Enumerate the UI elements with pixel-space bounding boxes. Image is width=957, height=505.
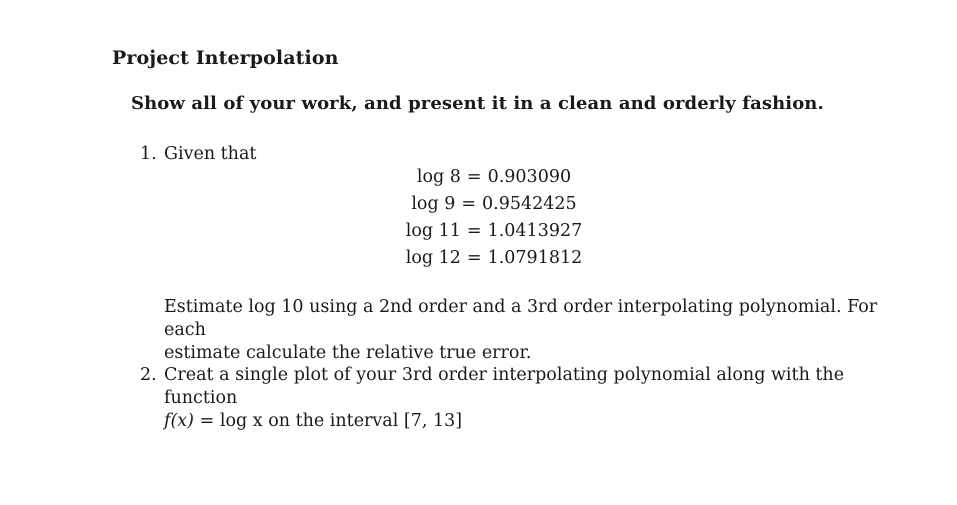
equals-sign: = (199, 411, 215, 431)
item-1-body (164, 296, 884, 365)
equation-row (344, 193, 644, 220)
item-1-body-line-2: estimate calculate the relative true error. (164, 343, 532, 363)
equation-row (344, 247, 644, 274)
function-definition: log x (219, 411, 263, 431)
item-2-body (164, 364, 884, 433)
item-1-lead: Given that (164, 144, 257, 164)
equation-lhs: log 9 (411, 194, 456, 214)
item-2-body-line-1: Creat a single plot of your 3rd order interpolating polynomial along with the function (164, 365, 845, 408)
instruction-heading: Show all of your work, and present it in a clean and orderly fashion. (131, 93, 824, 114)
log-equations (344, 166, 644, 274)
equation-rhs: 0.9542425 (482, 194, 577, 214)
equation-lhs: log 11 (405, 221, 461, 241)
equals-sign: = (466, 248, 482, 268)
equation-lhs: log 12 (405, 248, 461, 268)
page-title: Project Interpolation (112, 47, 339, 69)
equation-rhs: 0.903090 (487, 167, 572, 187)
equals-sign: = (466, 167, 482, 187)
equation-row (344, 220, 644, 247)
item-1-body-line-1: Estimate log 10 using a 2nd order and a 3rd order interpolating polynomial. For each (164, 297, 878, 340)
item-number-2: 2. (140, 365, 157, 385)
item-number-1: 1. (140, 144, 157, 164)
equation-lhs: log 8 (416, 167, 461, 187)
equation-row (344, 166, 644, 193)
interval-text: on the interval [7, 13] (268, 411, 463, 431)
function-name: f(x) (164, 411, 195, 431)
item-2-body-line-2 (164, 410, 884, 433)
equals-sign: = (466, 221, 482, 241)
equation-rhs: 1.0413927 (487, 221, 583, 241)
equals-sign: = (461, 194, 477, 214)
equation-rhs: 1.0791812 (487, 248, 583, 268)
